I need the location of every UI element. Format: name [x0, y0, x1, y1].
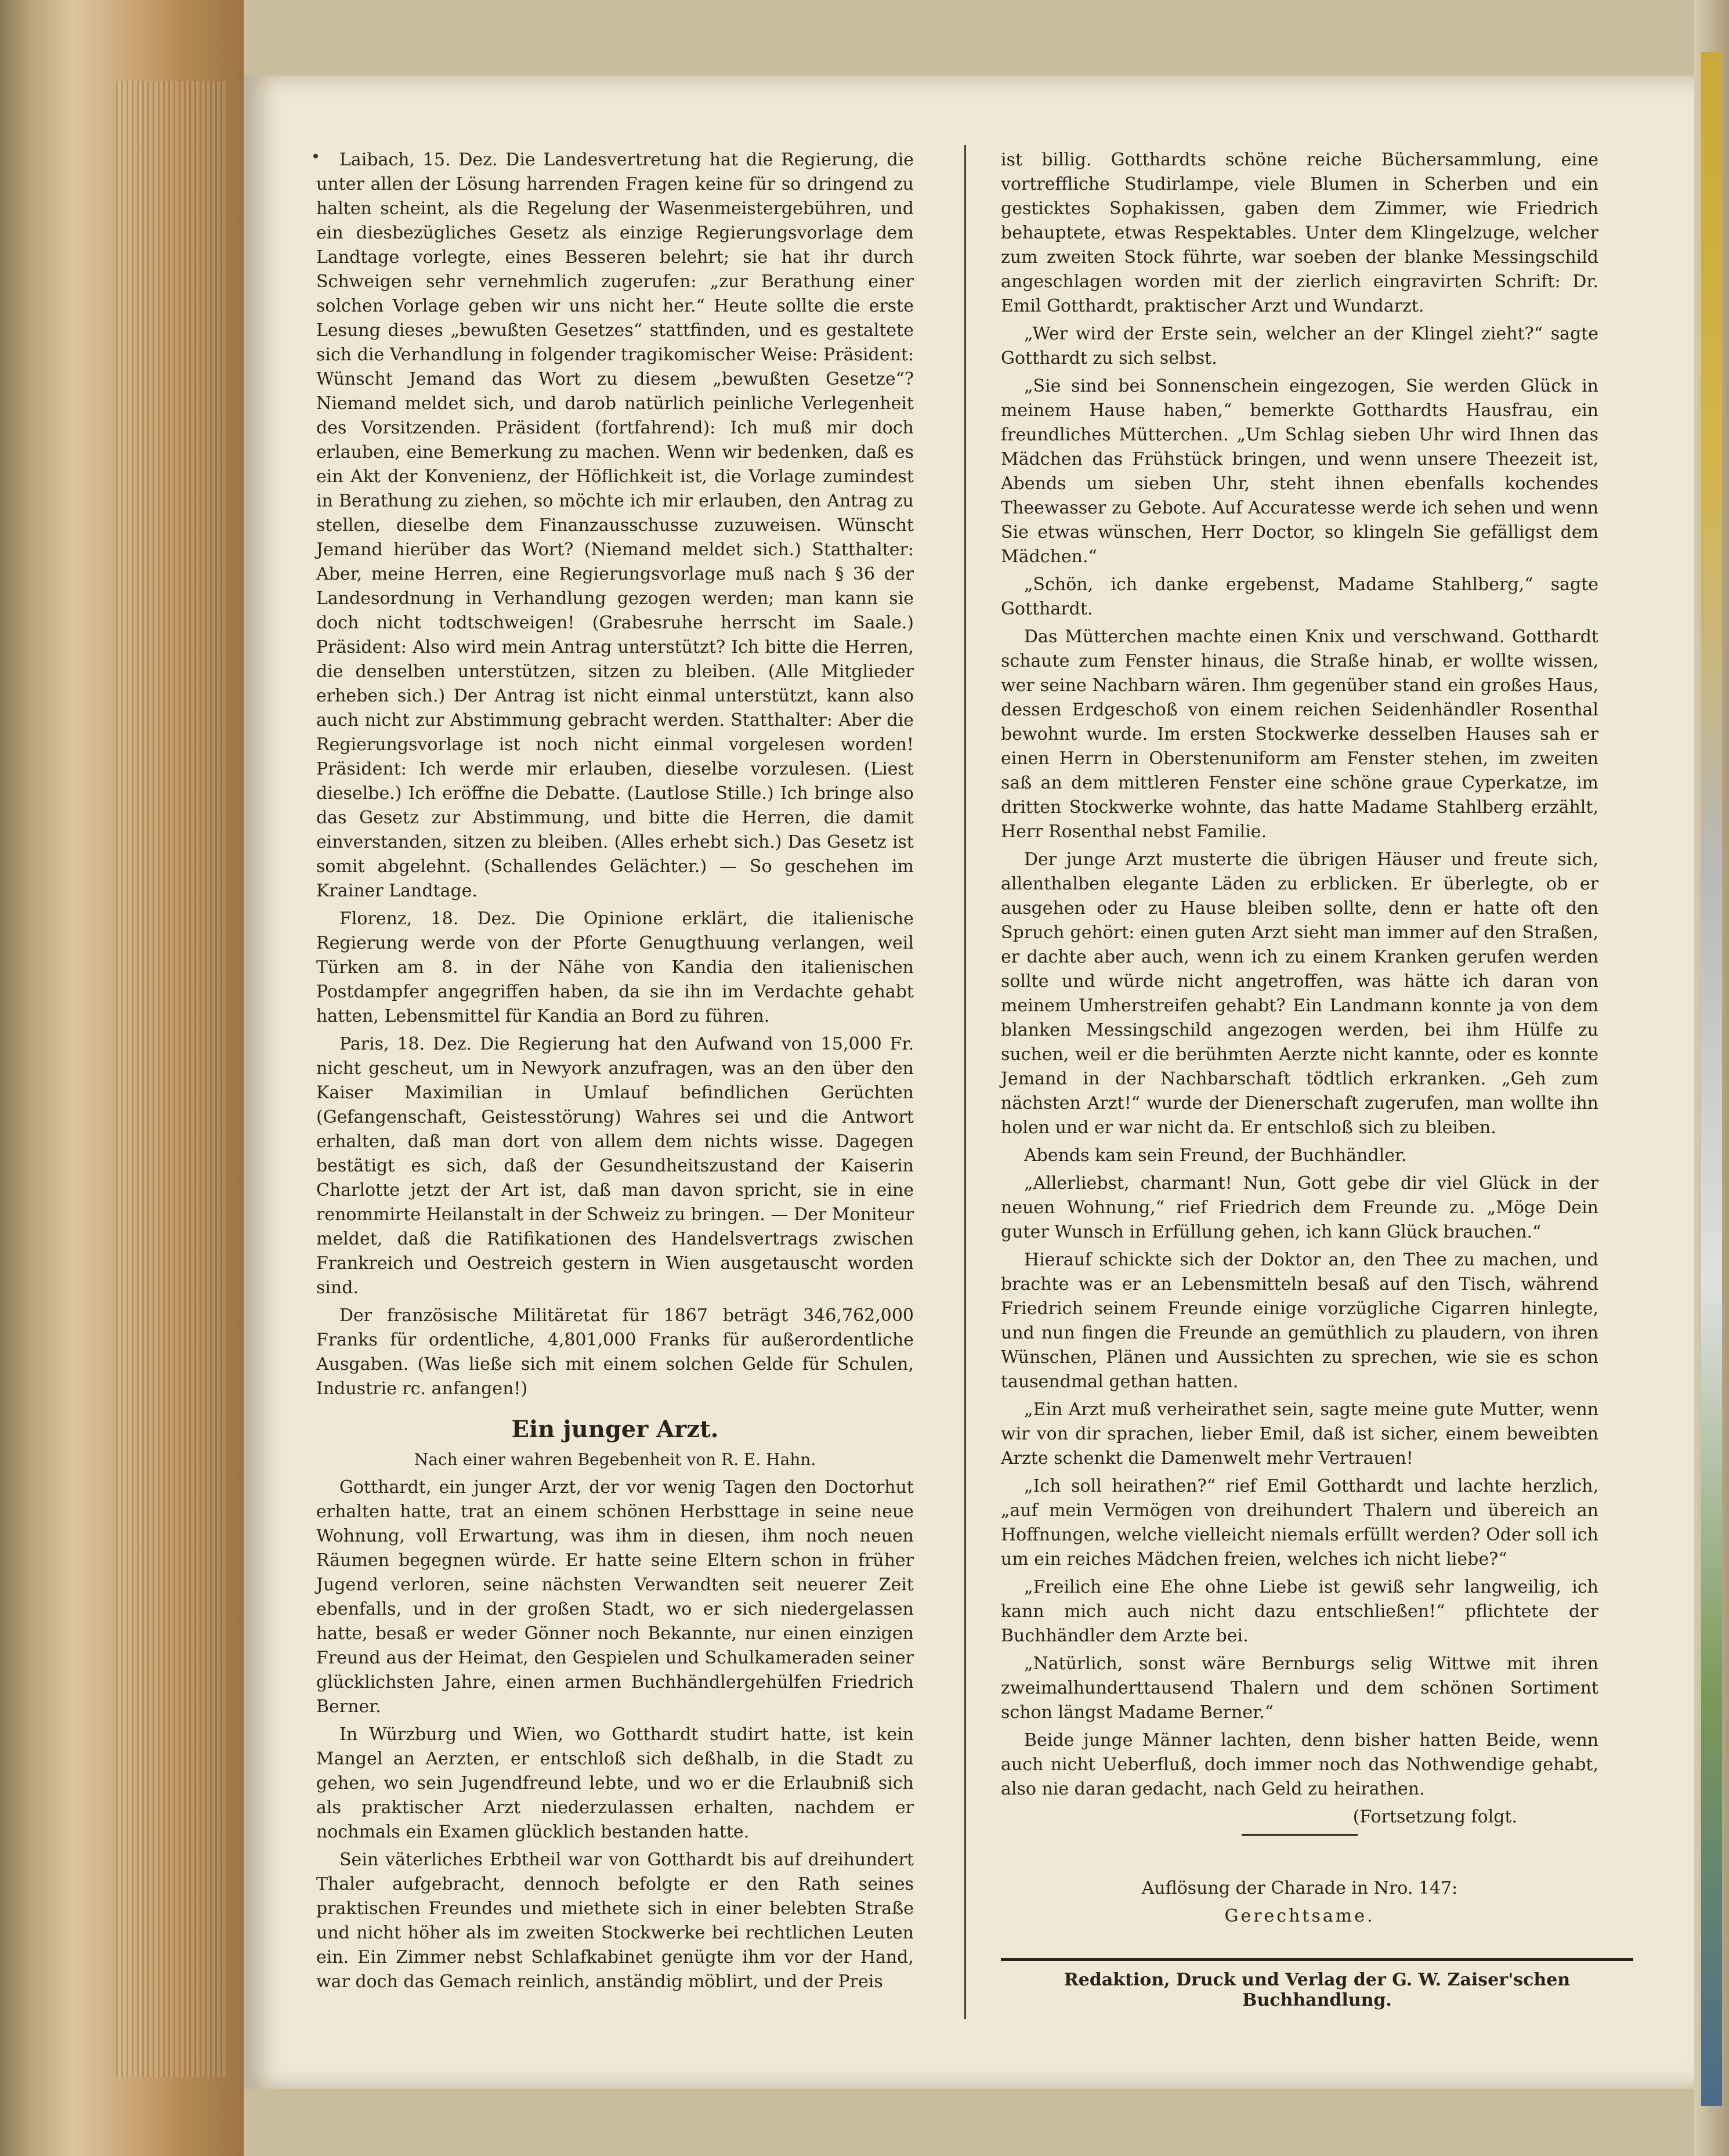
news-florenz: Florenz, 18. Dez. Die Opinione erklärt, die italienische Regierung werde von der Pforte Genugthuung verlangen, weil Türken am 8. in der Nähe von Kandia den italienischen Postdampfer angegriffen haben, da sie ihn im Verdachte gehabt hatten, Lebensmittel für Kandia an Bord zu führen.: [316, 909, 914, 1026]
continued-note: (Fortsetzung folgt.: [1352, 1807, 1517, 1827]
story-paragraph: ist billig. Gotthardts schöne reiche Büchersammlung, eine vortreffliche Studirlampe, viele Blumen in Scherben und ein gesticktes Sophakissen, gaben dem Zimmer, wie Friedrich behauptete, etwas Respektables. Unter dem Klingelzuge, welcher zum zweiten Stock führte, war soeben der blanke Messingschild angeschlagen worden mit der zierlich eingravirten Schrift: Dr. Emil Gotthardt, praktischer Arzt und Wundarzt.: [1001, 150, 1598, 316]
story-paragraph: Sein väterliches Erbtheil war von Gotthardt bis auf dreihundert Thaler aufgebracht, dennoch befolgte er den Rath seines praktischen Freundes und miethete sich in einer belebten Straße und nicht höher als im zweiten Stockwerke bei rechtlichen Leuten ein. Ein Zimmer nebst Schlafkabinet genügte ihm vor der Hand, war doch das Gemach reinlich, anständig möblirt, und der Preis: [316, 1850, 914, 1992]
story-paragraph: „Sie sind bei Sonnenschein eingezogen, Sie werden Glück in meinem Hause haben,“ bemerkte Gotthardts Hausfrau, ein freundliches Mütterchen. „Um Schlag sieben Uhr wird Ihnen das Mädchen das Frühstück bringen, und wenn unsere Theezeit ist, Abends um sieben Uhr, steht ihnen ebenfalls kochendes Theewasser zu Gebote. Auf Accuratesse werde ich sehen und wenn Sie etwas wünschen, Herr Doctor, so klingeln Sie gefälligst dem Mädchen.“: [1001, 376, 1598, 567]
story-paragraph: Beide junge Männer lachten, denn bisher hatten Beide, wenn auch nicht Ueberfluß, doch immer noch das Nothwendige gehabt, also nie daran gedacht, nach Geld zu heirathen.: [1001, 1730, 1598, 1799]
story-paragraph: Das Mütterchen machte einen Knix und verschwand. Gotthardt schaute zum Fenster hinaus, die Straße hinab, er wollte wissen, wer seine Nachbarn wären. Ihm gegenüber stand ein großes Haus, dessen Erdgeschoß von einem reichen Seidenhändler Rosenthal bewohnt wurde. Im ersten Stockwerke desselben Hauses sah er einen Herrn in Oberstenuniform am Fenster stehen, im zweiten saß an dem mittleren Fenster eine schöne graue Cyperkatze, im dritten Stockwerke wohnte, das hatte Madame Stahlberg erzählt, Herr Rosenthal nebst Familie.: [1001, 627, 1598, 842]
story-paragraph: Der junge Arzt musterte die übrigen Häuser und freute sich, allenthalben elegante Läden zu erblicken. Er überlegte, ob er ausgehen oder zu Hause bleiben sollte, denn er hatte oft den Spruch gehört: einen guten Arzt sieht man immer auf den Straßen, er dachte aber auch, wenn ich zu einem Kranken gerufen werden sollte und würde nicht angetroffen, was hätte ich daran von meinem Umherstreifen gehabt? Ein Landmann konnte ja von dem blanken Messingschild angezogen werden, bei ihm Hülfe zu suchen, weil er die berühmten Aerzte nicht kannte, oder es konnte Jemand in der Nachbarschaft tödtlich erkranken. „Geh zum nächsten Arzt!“ wurde der Dienerschaft zugerufen, man wollte ihn holen und er war nicht da. Er entschloß sich zu bleiben.: [1001, 849, 1598, 1138]
story-paragraph: In Würzburg und Wien, wo Gotthardt studirt hatte, ist kein Mangel an Aerzten, er entschloß sich deßhalb, in die Stadt zu gehen, wo sein Jugendfreund lebte, und wo er die Erlaubniß sich als praktischer Arzt niederzulassen erhalten, nachdem er nochmals ein Examen glücklich bestanden hatte.: [316, 1724, 914, 1842]
story-paragraph: Gotthardt, ein junger Arzt, der vor wenig Tagen den Doctorhut erhalten hatte, trat an einem schönen Herbsttage in seine neue Wohnung, voll Erwartung, was ihm in diesen, ihm noch neuen Räumen begegnen würde. Er hatte seine Eltern schon in früher Jugend verloren, seine nächsten Verwandten seit neuerer Zeit ebenfalls, und in der großen Stadt, wo er sich niedergelassen hatte, besaß er weder Gönner noch Bekannte, nur einen einzigen Freund aus der Heimat, den Gespielen und Schulkameraden seiner glücklichsten Jahre, einen armen Buchhändlergehülfen Friedrich Berner.: [316, 1477, 914, 1717]
story-paragraph: „Schön, ich danke ergebenst, Madame Stahlberg,“ sagte Gotthardt.: [1001, 574, 1598, 619]
news-military-budget: Der französische Militäretat für 1867 beträgt 346,762,000 Franks für ordentliche, 4,801,000 Franks für außerordentliche Ausgaben. (Was ließe sich mit einem solchen Gelde für Schulen, Industrie rc. anfangen!): [316, 1305, 914, 1399]
news-laibach: Laibach, 15. Dez. Die Landesvertretung hat die Regierung, die unter allen der Lösung harrenden Fragen keine für so dringend zu halten scheint, als die Regelung der Wasenmeistergebühren, und ein diesbezügliches Gesetz als einzige Regierungsvorlage dem Landtage vorlegte, eines Besseren belehrt; sie hat ihr durch Schweigen sehr vernehmlich zugerufen: „zur Berathung einer solchen Vorlage geben wir uns nicht her.“ Heute sollte die erste Lesung dieses „bewußten Gesetzes“ stattfinden, und es gestaltete sich die Verhandlung in folgender tragikomischer Weise: Präsident: Wünscht Jemand das Wort zu diesem „bewußten Gesetze“? Niemand meldet sich, und darob natürlich peinliche Verlegenheit des Vorsitzenden. Präsident (fortfahrend): Ich muß mir doch erlauben, eine Bemerkung zu machen. Wenn wir bedenken, daß es ein Akt der Konvenienz, der Höflichkeit ist, die Vorlage zumindest in Berathung zu ziehen, so möchte ich mir erlauben, den Antrag zu stellen, dieselbe dem Finanzausschusse zuzuweisen. Wünscht Jemand hierüber das Wort? (Niemand meldet sich.) Statthalter: Aber, meine Herren, eine Regierungsvorlage muß nach § 36 der Landesordnung in Verhandlung gezogen werden; man kann sie doch nicht todtschweigen! (Grabesruhe herrscht im Saale.) Präsident: Also wird mein Antrag unterstützt? Ich bitte die Herren, die denselben unterstützen, sitzen zu bleiben. (Alle Mitglieder erheben sich.) Der Antrag ist nicht einmal unterstützt, kann also auch nicht zur Abstimmung gebracht werden. Statthalter: Aber die Regierungsvorlage ist noch nicht einmal vorgelesen worden! Präsident: Ich werde mir erlauben, dieselbe vorzulesen. (Liest dieselbe.) Ich eröffne die Debatte. (Lautlose Stille.) Ich bringe also das Gesetz zur Abstimmung, und bitte die Herren, die damit einverstanden, sitzen zu bleiben. (Alles erhebt sich.) Das Gesetz ist somit abgelehnt. (Schallendes Gelächter.) — So geschehen im Krainer Landtage.: [316, 150, 914, 901]
story-paragraph: „Natürlich, sonst wäre Bernburgs selig Wittwe mit ihren zweimalhunderttausend Thalern und dem schönen Sortiment schon längst Madame Berner.“: [1001, 1654, 1598, 1723]
color-calibration-strip: [1701, 52, 1722, 2106]
story-paragraph: Hierauf schickte sich der Doktor an, den Thee zu machen, und brachte was er an Lebensmitteln besaß auf den Tisch, während Friedrich seinem Freunde einige vorzügliche Cigarren hinlegte, und nun fingen die Freunde an gemüthlich zu plaudern, von ihren Wünschen, Plänen und Aussichten zu sprechen, wie sie es schon tausendmal gethan hatten.: [1001, 1250, 1598, 1392]
separator-rule: [1242, 1834, 1358, 1836]
story-paragraph: „Ich soll heirathen?“ rief Emil Gotthardt und lachte herzlich, „auf mein Vermögen von dreihundert Thalern und übereich an Hoffnungen, welche vielleicht niemals erfüllt werden? Oder soll ich um ein reiches Mädchen freien, welches ich nicht liebe?“: [1001, 1476, 1598, 1569]
story-title: Ein junger Arzt.: [511, 1416, 719, 1443]
story-paragraph: „Allerliebst, charmant! Nun, Gott gebe dir viel Glück in der neuen Wohnung,“ rief Friedrich dem Freunde zu. „Möge Dein guter Wunsch in Erfüllung gehen, ich kann Glück brauchen.“: [1001, 1173, 1598, 1242]
left-column: [316, 148, 914, 1998]
stacked-page-edges: [116, 81, 226, 2077]
publisher-imprint: Redaktion, Druck und Verlag der G. W. Zaiser'schen Buchhandlung.: [1064, 1970, 1571, 2010]
charade-answer: Gerechtsame.: [1224, 1906, 1375, 1926]
story-byline: Nach einer wahren Begebenheit von R. E. Hahn.: [414, 1450, 816, 1469]
charade-solution-line: Auflösung der Charade in Nro. 147:: [1141, 1878, 1458, 1898]
footer-rule: [1001, 1958, 1633, 1961]
story-paragraph: „Wer wird der Erste sein, welcher an der Klingel zieht?“ sagte Gotthardt zu sich selbst.: [1001, 324, 1598, 368]
column-divider: [964, 145, 966, 2019]
right-column: [1001, 148, 1598, 1932]
story-paragraph: „Ein Arzt muß verheirathet sein, sagte meine gute Mutter, wenn wir von dir sprachen, lieber Emil, daß ist sicher, einem beweibten Arzte schenkt die Damenwelt mehr Vertrauen!: [1001, 1399, 1598, 1468]
story-paragraph: „Freilich eine Ehe ohne Liebe ist gewiß sehr langweilig, ich kann mich auch nicht dazu entschließen!“ pflichtete der Buchhändler dem Arzte bei.: [1001, 1577, 1598, 1646]
story-paragraph: Abends kam sein Freund, der Buchhändler.: [1024, 1145, 1407, 1166]
news-paris: Paris, 18. Dez. Die Regierung hat den Aufwand von 15,000 Fr. nicht gescheut, um in Newyork anzufragen, was an den über den Kaiser Maximilian in Umlauf befindlichen Gerüchten (Gefangenschaft, Geistesstörung) Wahres sei und die Antwort erhalten, daß man dort von allem dem nichts wisse. Dagegen bestätigt es sich, daß der Gesundheitszustand der Kaiserin Charlotte jetzt der Art ist, daß man davon spricht, sie in eine renommirte Heilanstalt in der Schweiz zu bringen. — Der Moniteur meldet, daß die Ratifikationen des Handelsvertrags zwischen Frankreich und Oestreich gestern in Wien ausgetauscht worden sind.: [316, 1034, 914, 1298]
